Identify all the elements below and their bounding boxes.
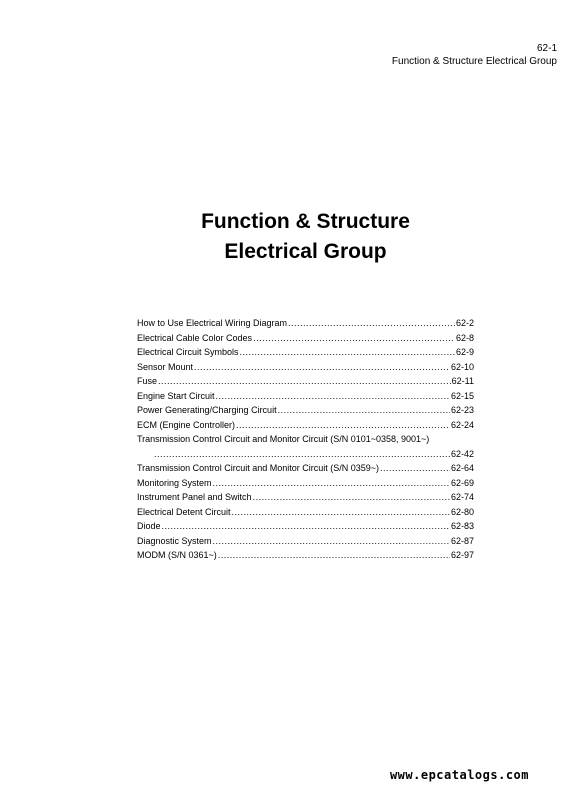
toc-entry[interactable] xyxy=(137,418,474,433)
toc-entry-label: Transmission Control Circuit and Monitor Circuit (S/N 0359~) xyxy=(137,463,379,473)
toc-entry-label: MODM (S/N 0361~) xyxy=(137,550,217,560)
toc-entry-label: Electrical Detent Circuit xyxy=(137,506,231,517)
section-title: Function & Structure Electrical Group xyxy=(391,56,557,67)
toc-entry[interactable] xyxy=(137,432,474,447)
toc-entry-page: 62-10 xyxy=(450,361,474,372)
toc-leader-dots xyxy=(216,389,450,404)
table-of-contents xyxy=(137,316,474,563)
toc-leader-dots xyxy=(218,548,450,563)
toc-entry[interactable] xyxy=(137,389,474,404)
page-title-line1: Function & Structure xyxy=(201,210,410,233)
toc-leader-dots xyxy=(236,418,450,433)
toc-leader-dots xyxy=(380,461,450,476)
toc-entry[interactable] xyxy=(137,505,474,520)
toc-entry-label: Diagnostic System xyxy=(137,535,212,546)
toc-leader-dots xyxy=(213,534,450,549)
toc-entry-label: Engine Start Circuit xyxy=(137,390,215,401)
toc-entry-page: 62-42 xyxy=(450,448,474,459)
toc-entry-label: How to Use Electrical Wiring Diagram xyxy=(137,318,288,328)
toc-leader-dots xyxy=(232,505,450,520)
toc-leader-dots xyxy=(278,403,450,418)
toc-leader-dots xyxy=(213,476,450,491)
toc-leader-dots xyxy=(194,360,450,375)
toc-entry-label: Electrical Circuit Symbols xyxy=(137,347,239,357)
toc-entry-label: Instrument Panel and Switch xyxy=(137,492,252,502)
toc-entry-page: 62-74 xyxy=(450,492,474,502)
toc-entry-continuation[interactable] xyxy=(137,447,474,462)
toc-entry-page: 62-83 xyxy=(450,521,474,531)
toc-leader-dots xyxy=(288,316,455,331)
toc-entry-label: ECM (Engine Controller) xyxy=(137,419,236,430)
toc-entry[interactable] xyxy=(137,360,474,375)
toc-entry[interactable] xyxy=(137,461,474,476)
toc-entry[interactable] xyxy=(137,403,474,418)
toc-entry-page: 62-9 xyxy=(455,347,474,357)
toc-entry-page: 62-87 xyxy=(450,535,474,546)
toc-entry[interactable] xyxy=(137,534,474,549)
toc-entry[interactable] xyxy=(137,476,474,491)
toc-entry-page: 62-97 xyxy=(450,550,474,560)
toc-entry-page: 62-15 xyxy=(450,390,474,401)
toc-entry-page: 62-69 xyxy=(450,477,474,488)
toc-entry-page: 62-2 xyxy=(455,318,474,328)
page-number: 62-1 xyxy=(536,43,557,54)
toc-leader-dots xyxy=(154,447,450,462)
toc-entry-page: 62-80 xyxy=(450,506,474,517)
toc-entry-label: Sensor Mount xyxy=(137,361,194,372)
watermark: www.epcatalogs.com xyxy=(389,768,529,782)
toc-leader-dots xyxy=(253,490,450,505)
toc-entry-label: Monitoring System xyxy=(137,477,212,488)
toc-entry-label: Fuse xyxy=(137,376,158,386)
toc-entry-label: Power Generating/Charging Circuit xyxy=(137,405,277,415)
toc-entry[interactable] xyxy=(137,519,474,534)
toc-entry[interactable] xyxy=(137,316,474,331)
toc-entry[interactable] xyxy=(137,374,474,389)
toc-entry-label: Electrical Cable Color Codes xyxy=(137,332,253,343)
toc-entry[interactable] xyxy=(137,331,474,346)
page-title xyxy=(0,207,581,267)
page-title-line2: Electrical Group xyxy=(224,240,387,263)
page-header xyxy=(392,42,557,68)
toc-entry-label: Transmission Control Circuit and Monitor Circuit (S/N 0101~0358, 9001~) xyxy=(137,434,430,444)
toc-entry[interactable] xyxy=(137,345,474,360)
toc-leader-dots xyxy=(253,331,455,346)
toc-entry-page: 62-8 xyxy=(455,332,474,343)
toc-entry-label: Diode xyxy=(137,521,161,531)
toc-entry-page: 62-11 xyxy=(451,376,474,386)
toc-leader-dots xyxy=(158,374,451,389)
toc-entry[interactable] xyxy=(137,548,474,563)
toc-entry-page: 62-24 xyxy=(450,419,474,430)
toc-entry-page: 62-23 xyxy=(450,405,474,415)
toc-entry-page: 62-64 xyxy=(450,463,474,473)
toc-leader-dots xyxy=(162,519,450,534)
toc-leader-dots xyxy=(240,345,455,360)
toc-entry[interactable] xyxy=(137,490,474,505)
